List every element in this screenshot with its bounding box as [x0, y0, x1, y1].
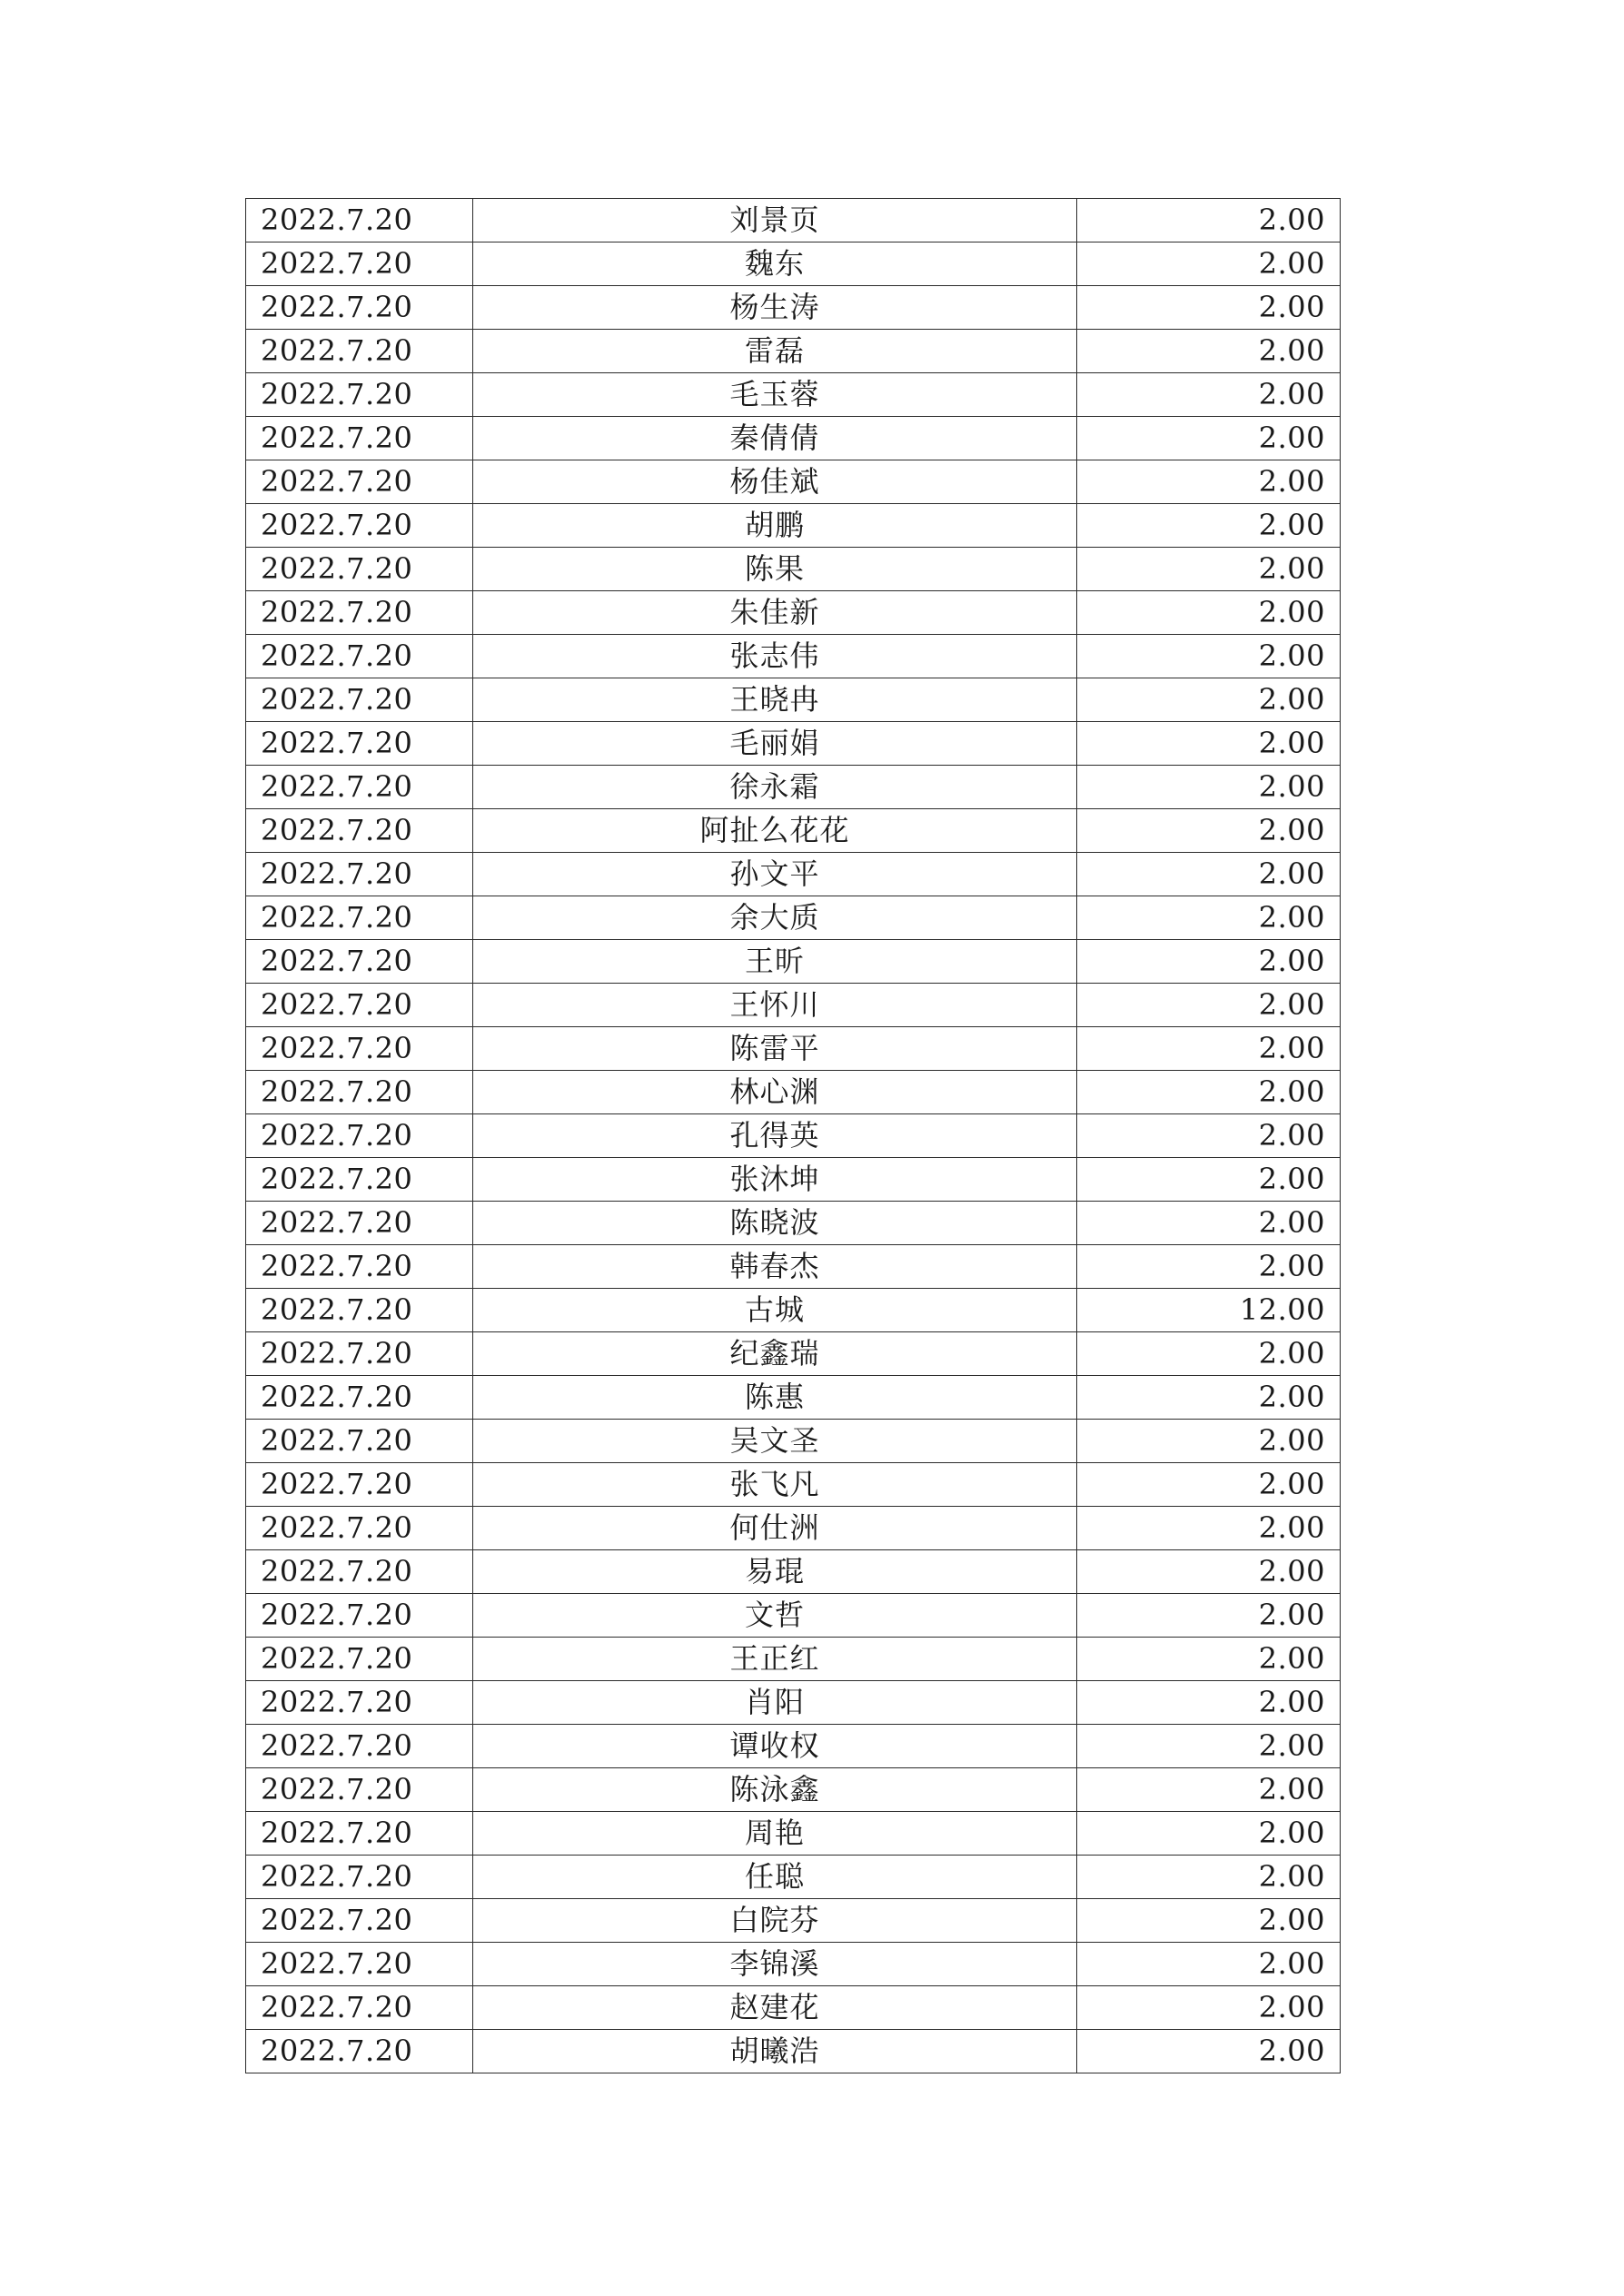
name-cell: 林心渊	[473, 1071, 1077, 1114]
date-cell: 2022.7.20	[246, 330, 473, 373]
table-row	[246, 242, 1341, 286]
date-cell: 2022.7.20	[246, 984, 473, 1027]
date-cell: 2022.7.20	[246, 1245, 473, 1289]
amount-cell: 2.00	[1077, 1768, 1341, 1812]
name-cell: 何仕洲	[473, 1507, 1077, 1550]
name-cell: 王晓冉	[473, 678, 1077, 722]
name-cell: 古城	[473, 1289, 1077, 1332]
table-row	[246, 678, 1341, 722]
name-cell: 赵建花	[473, 1986, 1077, 2030]
table-row	[246, 1856, 1341, 1899]
name-cell: 雷磊	[473, 330, 1077, 373]
amount-cell: 12.00	[1077, 1289, 1341, 1332]
name-cell: 周艳	[473, 1812, 1077, 1856]
table-row	[246, 1376, 1341, 1420]
table-row	[246, 766, 1341, 809]
date-cell: 2022.7.20	[246, 373, 473, 417]
amount-cell: 2.00	[1077, 1812, 1341, 1856]
date-cell: 2022.7.20	[246, 2030, 473, 2073]
amount-cell: 2.00	[1077, 1594, 1341, 1638]
name-cell: 文哲	[473, 1594, 1077, 1638]
date-cell: 2022.7.20	[246, 1289, 473, 1332]
table-row	[246, 1463, 1341, 1507]
date-cell: 2022.7.20	[246, 1202, 473, 1245]
name-cell: 毛丽娟	[473, 722, 1077, 766]
name-cell: 王昕	[473, 940, 1077, 984]
date-cell: 2022.7.20	[246, 1158, 473, 1202]
amount-cell: 2.00	[1077, 1027, 1341, 1071]
name-cell: 张沐坤	[473, 1158, 1077, 1202]
date-cell: 2022.7.20	[246, 1550, 473, 1594]
table-row	[246, 1899, 1341, 1943]
name-cell: 任聪	[473, 1856, 1077, 1899]
amount-cell: 2.00	[1077, 1681, 1341, 1725]
name-cell: 陈泳鑫	[473, 1768, 1077, 1812]
name-cell: 王正红	[473, 1638, 1077, 1681]
date-cell: 2022.7.20	[246, 1681, 473, 1725]
name-cell: 秦倩倩	[473, 417, 1077, 460]
table-row	[246, 1114, 1341, 1158]
amount-cell: 2.00	[1077, 722, 1341, 766]
amount-cell: 2.00	[1077, 2030, 1341, 2073]
name-cell: 白院芬	[473, 1899, 1077, 1943]
amount-cell: 2.00	[1077, 1071, 1341, 1114]
date-cell: 2022.7.20	[246, 896, 473, 940]
name-cell: 杨生涛	[473, 286, 1077, 330]
name-cell: 毛玉蓉	[473, 373, 1077, 417]
table-row	[246, 1507, 1341, 1550]
name-cell: 孔得英	[473, 1114, 1077, 1158]
amount-cell: 2.00	[1077, 1899, 1341, 1943]
table-row	[246, 1943, 1341, 1986]
name-cell: 张飞凡	[473, 1463, 1077, 1507]
amount-cell: 2.00	[1077, 635, 1341, 678]
date-cell: 2022.7.20	[246, 1420, 473, 1463]
table-row	[246, 1550, 1341, 1594]
table-row	[246, 940, 1341, 984]
table-row	[246, 1768, 1341, 1812]
amount-cell: 2.00	[1077, 766, 1341, 809]
date-cell: 2022.7.20	[246, 1594, 473, 1638]
table-row	[246, 984, 1341, 1027]
table-row	[246, 460, 1341, 504]
name-cell: 陈惠	[473, 1376, 1077, 1420]
table-row	[246, 1289, 1341, 1332]
table-row	[246, 1245, 1341, 1289]
date-cell: 2022.7.20	[246, 1376, 473, 1420]
date-cell: 2022.7.20	[246, 1725, 473, 1768]
amount-cell: 2.00	[1077, 1507, 1341, 1550]
table-row	[246, 635, 1341, 678]
table-row	[246, 1027, 1341, 1071]
amount-cell: 2.00	[1077, 809, 1341, 853]
name-cell: 孙文平	[473, 853, 1077, 896]
date-cell: 2022.7.20	[246, 1114, 473, 1158]
name-cell: 陈晓波	[473, 1202, 1077, 1245]
date-cell: 2022.7.20	[246, 1768, 473, 1812]
name-cell: 余大质	[473, 896, 1077, 940]
amount-cell: 2.00	[1077, 373, 1341, 417]
amount-cell: 2.00	[1077, 1550, 1341, 1594]
name-cell: 陈雷平	[473, 1027, 1077, 1071]
name-cell: 胡曦浩	[473, 2030, 1077, 2073]
table-row	[246, 2030, 1341, 2073]
table-row	[246, 1202, 1341, 1245]
amount-cell: 2.00	[1077, 1420, 1341, 1463]
name-cell: 易琨	[473, 1550, 1077, 1594]
date-cell: 2022.7.20	[246, 1812, 473, 1856]
amount-cell: 2.00	[1077, 984, 1341, 1027]
table-row	[246, 1594, 1341, 1638]
date-cell: 2022.7.20	[246, 722, 473, 766]
date-cell: 2022.7.20	[246, 1507, 473, 1550]
table-row	[246, 1158, 1341, 1202]
date-cell: 2022.7.20	[246, 678, 473, 722]
date-cell: 2022.7.20	[246, 286, 473, 330]
amount-cell: 2.00	[1077, 1856, 1341, 1899]
amount-cell: 2.00	[1077, 548, 1341, 591]
name-cell: 徐永霜	[473, 766, 1077, 809]
date-cell: 2022.7.20	[246, 940, 473, 984]
amount-cell: 2.00	[1077, 853, 1341, 896]
table-row	[246, 1332, 1341, 1376]
table-row	[246, 1420, 1341, 1463]
date-cell: 2022.7.20	[246, 1856, 473, 1899]
name-cell: 胡鹏	[473, 504, 1077, 548]
amount-cell: 2.00	[1077, 1202, 1341, 1245]
table-row	[246, 591, 1341, 635]
date-cell: 2022.7.20	[246, 591, 473, 635]
amount-cell: 2.00	[1077, 417, 1341, 460]
amount-cell: 2.00	[1077, 1114, 1341, 1158]
amount-cell: 2.00	[1077, 1986, 1341, 2030]
date-cell: 2022.7.20	[246, 766, 473, 809]
date-cell: 2022.7.20	[246, 1332, 473, 1376]
table-row	[246, 722, 1341, 766]
amount-cell: 2.00	[1077, 1463, 1341, 1507]
table-row	[246, 199, 1341, 242]
amount-cell: 2.00	[1077, 1158, 1341, 1202]
table-row	[246, 853, 1341, 896]
table-row	[246, 809, 1341, 853]
amount-cell: 2.00	[1077, 1245, 1341, 1289]
name-cell: 谭收权	[473, 1725, 1077, 1768]
table-row	[246, 373, 1341, 417]
amount-cell: 2.00	[1077, 940, 1341, 984]
date-cell: 2022.7.20	[246, 548, 473, 591]
amount-cell: 2.00	[1077, 1943, 1341, 1986]
name-cell: 韩春杰	[473, 1245, 1077, 1289]
name-cell: 朱佳新	[473, 591, 1077, 635]
amount-cell: 2.00	[1077, 504, 1341, 548]
date-cell: 2022.7.20	[246, 853, 473, 896]
table-row	[246, 548, 1341, 591]
date-cell: 2022.7.20	[246, 809, 473, 853]
table-row	[246, 286, 1341, 330]
name-cell: 王怀川	[473, 984, 1077, 1027]
date-cell: 2022.7.20	[246, 1638, 473, 1681]
date-cell: 2022.7.20	[246, 1071, 473, 1114]
date-cell: 2022.7.20	[246, 199, 473, 242]
table-row	[246, 1681, 1341, 1725]
date-cell: 2022.7.20	[246, 242, 473, 286]
amount-cell: 2.00	[1077, 460, 1341, 504]
amount-cell: 2.00	[1077, 330, 1341, 373]
amount-cell: 2.00	[1077, 1376, 1341, 1420]
amount-cell: 2.00	[1077, 678, 1341, 722]
name-cell: 魏东	[473, 242, 1077, 286]
name-cell: 刘景页	[473, 199, 1077, 242]
name-cell: 张志伟	[473, 635, 1077, 678]
date-cell: 2022.7.20	[246, 460, 473, 504]
date-cell: 2022.7.20	[246, 1986, 473, 2030]
table-row	[246, 1725, 1341, 1768]
table-row	[246, 330, 1341, 373]
date-cell: 2022.7.20	[246, 1899, 473, 1943]
amount-cell: 2.00	[1077, 242, 1341, 286]
amount-cell: 2.00	[1077, 1638, 1341, 1681]
table-row	[246, 504, 1341, 548]
table-row	[246, 1638, 1341, 1681]
date-cell: 2022.7.20	[246, 1943, 473, 1986]
date-cell: 2022.7.20	[246, 504, 473, 548]
table-row	[246, 896, 1341, 940]
table-row	[246, 1071, 1341, 1114]
table-row	[246, 417, 1341, 460]
name-cell: 李锦溪	[473, 1943, 1077, 1986]
date-cell: 2022.7.20	[246, 1463, 473, 1507]
amount-cell: 2.00	[1077, 286, 1341, 330]
date-cell: 2022.7.20	[246, 1027, 473, 1071]
name-cell: 吴文圣	[473, 1420, 1077, 1463]
ledger-body	[246, 199, 1341, 2073]
name-cell: 阿扯么花花	[473, 809, 1077, 853]
amount-cell: 2.00	[1077, 591, 1341, 635]
name-cell: 纪鑫瑞	[473, 1332, 1077, 1376]
amount-cell: 2.00	[1077, 1332, 1341, 1376]
date-cell: 2022.7.20	[246, 417, 473, 460]
amount-cell: 2.00	[1077, 1725, 1341, 1768]
name-cell: 杨佳斌	[473, 460, 1077, 504]
name-cell: 陈果	[473, 548, 1077, 591]
amount-cell: 2.00	[1077, 896, 1341, 940]
table-row	[246, 1812, 1341, 1856]
table-row	[246, 1986, 1341, 2030]
amount-cell: 2.00	[1077, 199, 1341, 242]
name-cell: 肖阳	[473, 1681, 1077, 1725]
donation-ledger-table	[245, 198, 1341, 2073]
date-cell: 2022.7.20	[246, 635, 473, 678]
